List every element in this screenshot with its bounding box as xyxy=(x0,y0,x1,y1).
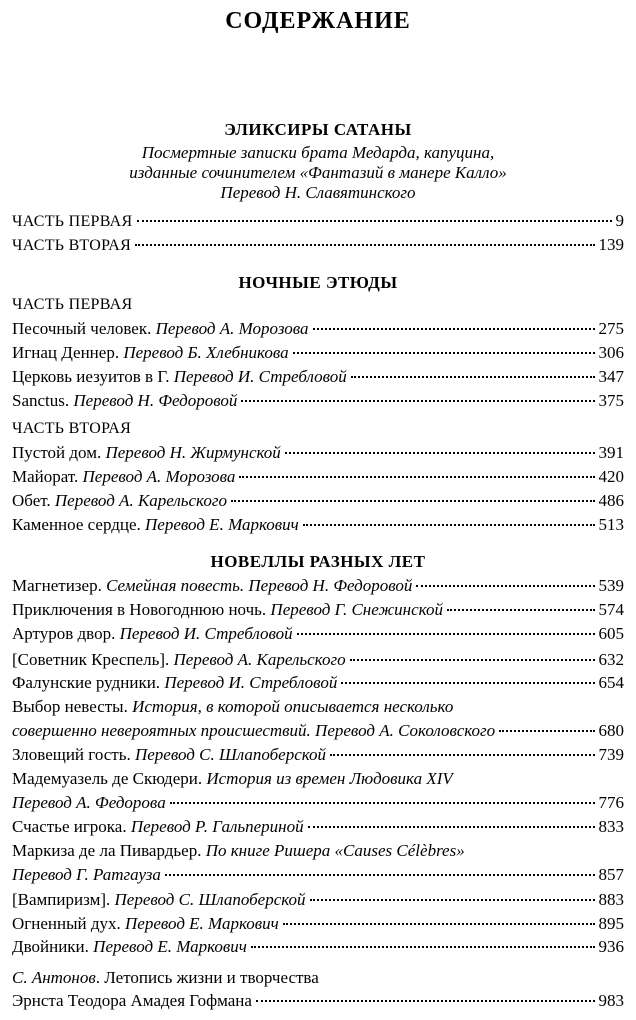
entry-title: ЧАСТЬ ВТОРАЯ xyxy=(12,237,132,254)
leader-dots xyxy=(350,659,595,661)
leader-dots xyxy=(310,899,595,901)
entry-title: Игнац Деннер. xyxy=(12,343,124,362)
toc-entry[interactable] xyxy=(12,443,624,467)
entry-subtitle: История из времен Людовика XIV xyxy=(206,769,453,788)
entry-title: Выбор невесты. xyxy=(12,697,133,716)
entry-translator: Перевод Г. Снежинской xyxy=(270,600,443,619)
entry-translator: Перевод А. Морозова xyxy=(155,319,309,338)
toc-entry-line-1[interactable] xyxy=(12,841,465,861)
entry-translator: Перевод Г. Ратгауза xyxy=(12,865,161,884)
toc-entry[interactable] xyxy=(12,817,624,841)
section-subtitle xyxy=(0,143,636,203)
page-number: 275 xyxy=(598,319,624,338)
leader-dots xyxy=(241,400,594,402)
leader-dots xyxy=(283,923,595,925)
toc-entry[interactable] xyxy=(12,367,624,391)
entry-translator: Перевод Е. Маркович xyxy=(145,515,299,534)
section-heading-elixirs xyxy=(0,120,636,140)
entry-translator: совершенно невероятных происшествий. Перевод А. Соколовского xyxy=(12,721,496,740)
leader-dots xyxy=(251,946,595,948)
entry-title: Фалунские рудники. xyxy=(12,673,165,692)
toc-entry[interactable] xyxy=(12,937,624,961)
toc-entry[interactable] xyxy=(12,576,624,600)
entry-title: . Летопись жизни и творчества xyxy=(95,968,319,987)
leader-dots xyxy=(351,376,595,378)
entry-title: Зловещий гость. xyxy=(12,745,135,764)
toc-entry[interactable] xyxy=(12,491,624,515)
entry-translator: Перевод Б. Хлебникова xyxy=(123,343,289,362)
toc-entry[interactable] xyxy=(12,793,624,817)
leader-dots xyxy=(297,633,595,635)
toc-entry[interactable] xyxy=(12,890,624,914)
section-title: НОЧНЫЕ ЭТЮДЫ xyxy=(238,273,398,292)
toc-entry-line-1[interactable] xyxy=(12,769,453,789)
entry-translator: Перевод Р. Гальпериной xyxy=(130,817,304,836)
page-number: 375 xyxy=(598,391,624,410)
toc-entry[interactable] xyxy=(12,991,624,1015)
entry-translator: Перевод А. Карельского xyxy=(54,491,227,510)
entry-translator: Перевод И. Стребловой xyxy=(173,367,347,386)
leader-dots xyxy=(137,220,612,222)
entry-translator: Перевод С. Шлапоберской xyxy=(114,890,306,909)
entry-title: Магнетизер. xyxy=(12,576,107,595)
leader-dots xyxy=(170,802,595,804)
entry-title: Церковь иезуитов в Г. xyxy=(12,367,174,386)
entry-title: Каменное сердце. xyxy=(12,515,146,534)
subtitle-line-1: Посмертные записки брата Медарда, капуцина, xyxy=(141,143,495,162)
leader-dots xyxy=(135,244,594,246)
leader-dots xyxy=(293,352,595,354)
page-number: 833 xyxy=(598,817,624,836)
part-label: ЧАСТЬ ВТОРАЯ xyxy=(12,420,132,437)
entry-translator: Перевод Е. Маркович xyxy=(125,914,279,933)
toc-entry-line-1[interactable] xyxy=(12,697,453,717)
page-title: СОДЕРЖАНИЕ xyxy=(225,8,411,34)
entry-title: Эрнста Теодора Амадея Гофмана xyxy=(12,991,252,1010)
page-number: 983 xyxy=(598,991,624,1010)
section-heading-night-pieces xyxy=(0,273,636,293)
page-number: 574 xyxy=(598,600,624,619)
entry-title: Песочный человек. xyxy=(12,319,156,338)
entry-title: [Вампиризм]. xyxy=(12,890,115,909)
entry-subtitle: По книге Ришера «Causes Célèbres» xyxy=(205,841,465,860)
page-number: 739 xyxy=(598,745,624,764)
appendix-author: С. Антонов xyxy=(12,968,96,987)
toc-entry-line-1[interactable] xyxy=(12,968,319,988)
toc-entry[interactable] xyxy=(12,319,624,343)
toc-entry[interactable] xyxy=(12,721,624,745)
leader-dots xyxy=(341,682,594,684)
toc-entry[interactable] xyxy=(12,467,624,491)
leader-dots xyxy=(308,826,595,828)
toc-entry[interactable] xyxy=(12,343,624,367)
leader-dots xyxy=(303,524,595,526)
page-number: 539 xyxy=(598,576,624,595)
page-number: 9 xyxy=(615,211,624,230)
entry-translator: Перевод И. Стребловой xyxy=(164,673,338,692)
section-title: ЭЛИКСИРЫ САТАНЫ xyxy=(224,120,412,139)
leader-dots xyxy=(416,585,594,587)
section-title: НОВЕЛЛЫ РАЗНЫХ ЛЕТ xyxy=(210,552,426,571)
entry-title: Маркиза де ла Пивардьер. xyxy=(12,841,206,860)
page-number: 936 xyxy=(598,937,624,956)
toc-entry[interactable] xyxy=(12,745,624,769)
entry-title: [Советник Креспель]. xyxy=(12,650,174,669)
page-number: 776 xyxy=(598,793,624,812)
entry-title: Двойники. xyxy=(12,937,94,956)
page-number: 420 xyxy=(598,467,624,486)
toc-entry[interactable] xyxy=(12,235,624,259)
toc-entry[interactable] xyxy=(12,600,624,624)
entry-title: Приключения в Новогоднюю ночь. xyxy=(12,600,271,619)
leader-dots xyxy=(313,328,595,330)
toc-entry[interactable] xyxy=(12,391,624,415)
subtitle-line-3: Перевод Н. Славятинского xyxy=(220,183,416,202)
entry-title: Пустой дом. xyxy=(12,443,106,462)
entry-translator: Перевод Н. Федоровой xyxy=(73,391,238,410)
toc-entry[interactable] xyxy=(12,650,624,674)
page-number: 347 xyxy=(598,367,624,386)
page-number: 391 xyxy=(598,443,624,462)
entry-translator: Перевод И. Стребловой xyxy=(119,624,293,643)
entry-title: Sanctus. xyxy=(12,391,74,410)
toc-entry[interactable] xyxy=(12,624,624,648)
part-label: ЧАСТЬ ПЕРВАЯ xyxy=(12,296,133,313)
leader-dots xyxy=(330,754,594,756)
page-number: 306 xyxy=(598,343,624,362)
entry-translator: Перевод С. Шлапоберской xyxy=(134,745,327,764)
entry-translator: Перевод А. Морозова xyxy=(82,467,236,486)
entry-title: Артуров двор. xyxy=(12,624,120,643)
toc-entry[interactable] xyxy=(12,914,624,938)
entry-title: Мадемуазель де Скюдери. xyxy=(12,769,207,788)
entry-translator: Перевод А. Федорова xyxy=(12,793,166,812)
leader-dots xyxy=(256,1000,595,1002)
entry-subtitle: История, в которой описывается несколько xyxy=(132,697,454,716)
toc-entry[interactable] xyxy=(12,673,624,697)
entry-translator: Семейная повесть. Перевод Н. Федоровой xyxy=(106,576,413,595)
page-number: 654 xyxy=(598,673,624,692)
entry-title: Счастье игрока. xyxy=(12,817,131,836)
entry-title: Обет. xyxy=(12,491,55,510)
entry-title: Огненный дух. xyxy=(12,914,126,933)
entry-title: ЧАСТЬ ПЕРВАЯ xyxy=(12,213,133,230)
page-number: 857 xyxy=(598,865,624,884)
page-number: 605 xyxy=(598,624,624,643)
toc-entry[interactable] xyxy=(12,211,624,235)
page-number: 513 xyxy=(598,515,624,534)
leader-dots xyxy=(239,476,594,478)
page-number: 680 xyxy=(598,721,624,740)
toc-entry[interactable] xyxy=(12,865,624,889)
page-number: 632 xyxy=(598,650,624,669)
page-number: 895 xyxy=(598,914,624,933)
section-heading-novellas xyxy=(0,552,636,572)
leader-dots xyxy=(231,500,595,502)
entry-translator: Перевод Н. Жирмунской xyxy=(105,443,281,462)
leader-dots xyxy=(499,730,594,732)
leader-dots xyxy=(447,609,595,611)
page-number: 883 xyxy=(598,890,624,909)
page-number: 486 xyxy=(598,491,624,510)
entry-title: Майорат. xyxy=(12,467,83,486)
subtitle-line-2: изданные сочинителем «Фантазий в манере Калло» xyxy=(129,163,507,182)
leader-dots xyxy=(165,874,595,876)
page-number: 139 xyxy=(598,235,624,254)
leader-dots xyxy=(285,452,595,454)
entry-translator: Перевод А. Карельского xyxy=(173,650,346,669)
toc-entry[interactable] xyxy=(12,515,624,539)
entry-translator: Перевод Е. Маркович xyxy=(93,937,247,956)
